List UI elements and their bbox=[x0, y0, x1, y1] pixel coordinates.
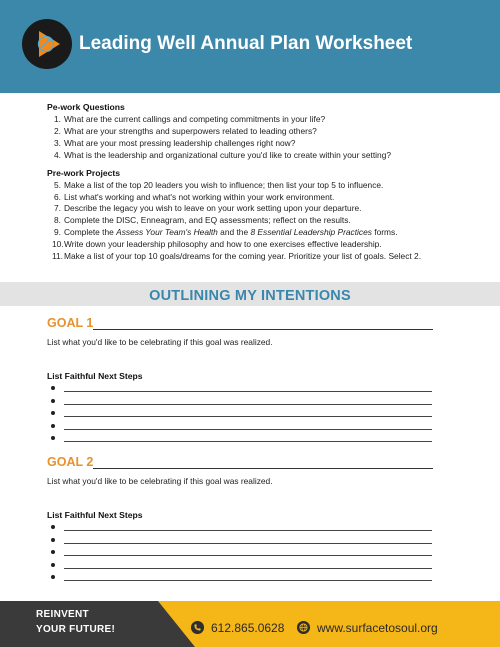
step-input-line[interactable] bbox=[64, 429, 432, 430]
step-item[interactable] bbox=[47, 421, 437, 434]
goal-2-block bbox=[47, 455, 437, 520]
step-input-line[interactable] bbox=[64, 441, 432, 442]
list-item: 7. Describe the legacy you wish to leave on your work setting upon your departure. bbox=[54, 203, 362, 214]
step-item[interactable] bbox=[47, 433, 437, 446]
bullet-icon bbox=[51, 399, 55, 403]
bullet-icon bbox=[51, 575, 55, 579]
list-item: 5. Make a list of the top 20 leaders you wish to influence; then list your top 5 to influence. bbox=[54, 179, 384, 190]
bullet-icon bbox=[51, 436, 55, 440]
bullet-icon bbox=[51, 538, 55, 542]
list-item: 1. What are the current callings and competing commitments in your life? bbox=[54, 114, 326, 124]
prework-projects-list bbox=[47, 180, 467, 263]
step-input-line[interactable] bbox=[64, 543, 432, 544]
step-input-line[interactable] bbox=[64, 530, 432, 531]
step-input-line[interactable] bbox=[64, 555, 432, 556]
list-item: 6. List what's working and what's not working within your work environment. bbox=[54, 191, 335, 202]
prework-questions-heading: Pe-work Questions bbox=[47, 102, 125, 112]
goal-1-input-line[interactable] bbox=[93, 329, 433, 330]
bullet-icon bbox=[51, 550, 55, 554]
bullet-icon bbox=[51, 424, 55, 428]
step-item[interactable] bbox=[47, 522, 437, 535]
list-item: 2. What are your strengths and superpowers related to leading others? bbox=[54, 125, 317, 136]
intentions-heading: OUTLINING MY INTENTIONS bbox=[149, 288, 351, 304]
page-title: Leading Well Annual Plan Worksheet bbox=[79, 33, 413, 54]
goal-2-input-line[interactable] bbox=[93, 468, 433, 469]
intentions-band bbox=[0, 282, 500, 306]
goal-1-steps-list bbox=[47, 383, 437, 446]
step-item[interactable] bbox=[47, 547, 437, 560]
list-item: 10. Write down your leadership philosophy and how to one exercises effective leadership. bbox=[52, 239, 382, 250]
list-item: 9. Complete the Assess Your Team's Health and the 8 Essential Leadership Practices forms. bbox=[54, 227, 398, 238]
step-item[interactable] bbox=[47, 572, 437, 585]
goal-1-description: List what you'd like to be celebrating if this goal was realized. bbox=[47, 337, 273, 347]
list-item: 3. What are your most pressing leadership challenges right now? bbox=[54, 137, 296, 148]
step-item[interactable] bbox=[47, 560, 437, 573]
list-item: 4. What is the leadership and organizational culture you'd like to create within your setting? bbox=[54, 149, 392, 160]
goal-1-block bbox=[47, 316, 437, 381]
footer-tagline bbox=[36, 607, 115, 637]
step-item[interactable] bbox=[47, 383, 437, 396]
step-input-line[interactable] bbox=[64, 391, 432, 392]
step-item[interactable] bbox=[47, 408, 437, 421]
step-item[interactable] bbox=[47, 535, 437, 548]
prework-projects-heading: Pre-work Projects bbox=[47, 167, 121, 178]
bullet-icon bbox=[51, 411, 55, 415]
prework-section bbox=[47, 101, 467, 263]
goal-2-description: List what you'd like to be celebrating if this goal was realized. bbox=[47, 476, 273, 486]
bullet-icon bbox=[51, 386, 55, 390]
tagline-line-1: REINVENT bbox=[36, 609, 89, 620]
goal-2-steps-list bbox=[47, 522, 437, 585]
bullet-icon bbox=[51, 525, 55, 529]
step-input-line[interactable] bbox=[64, 404, 432, 405]
page-header bbox=[0, 0, 500, 93]
goal-1-label: GOAL 1 bbox=[47, 316, 94, 330]
prework-questions-list bbox=[47, 114, 467, 162]
step-input-line[interactable] bbox=[64, 580, 432, 581]
bullet-icon bbox=[51, 563, 55, 567]
goal-2-label: GOAL 2 bbox=[47, 455, 94, 469]
play-arrow-logo-icon bbox=[22, 19, 72, 69]
footer-phone[interactable]: 612.865.0628 bbox=[211, 621, 285, 635]
step-input-line[interactable] bbox=[64, 568, 432, 569]
globe-icon bbox=[297, 621, 310, 634]
goal-1-steps-heading: List Faithful Next Steps bbox=[47, 371, 143, 381]
goal-2-steps-heading: List Faithful Next Steps bbox=[47, 510, 143, 520]
step-input-line[interactable] bbox=[64, 416, 432, 417]
list-item: 11. Make a list of your top 10 goals/dreams for the coming year. Prioritize your list of goals. Select 2. bbox=[52, 251, 422, 262]
tagline-line-2: YOUR FUTURE! bbox=[36, 624, 116, 635]
phone-icon bbox=[191, 621, 204, 634]
step-item[interactable] bbox=[47, 396, 437, 409]
footer-website[interactable]: www.surfacetosoul.org bbox=[317, 621, 438, 635]
list-item: 8. Complete the DISC, Enneagram, and EQ assessments; reflect on the results. bbox=[54, 215, 351, 226]
